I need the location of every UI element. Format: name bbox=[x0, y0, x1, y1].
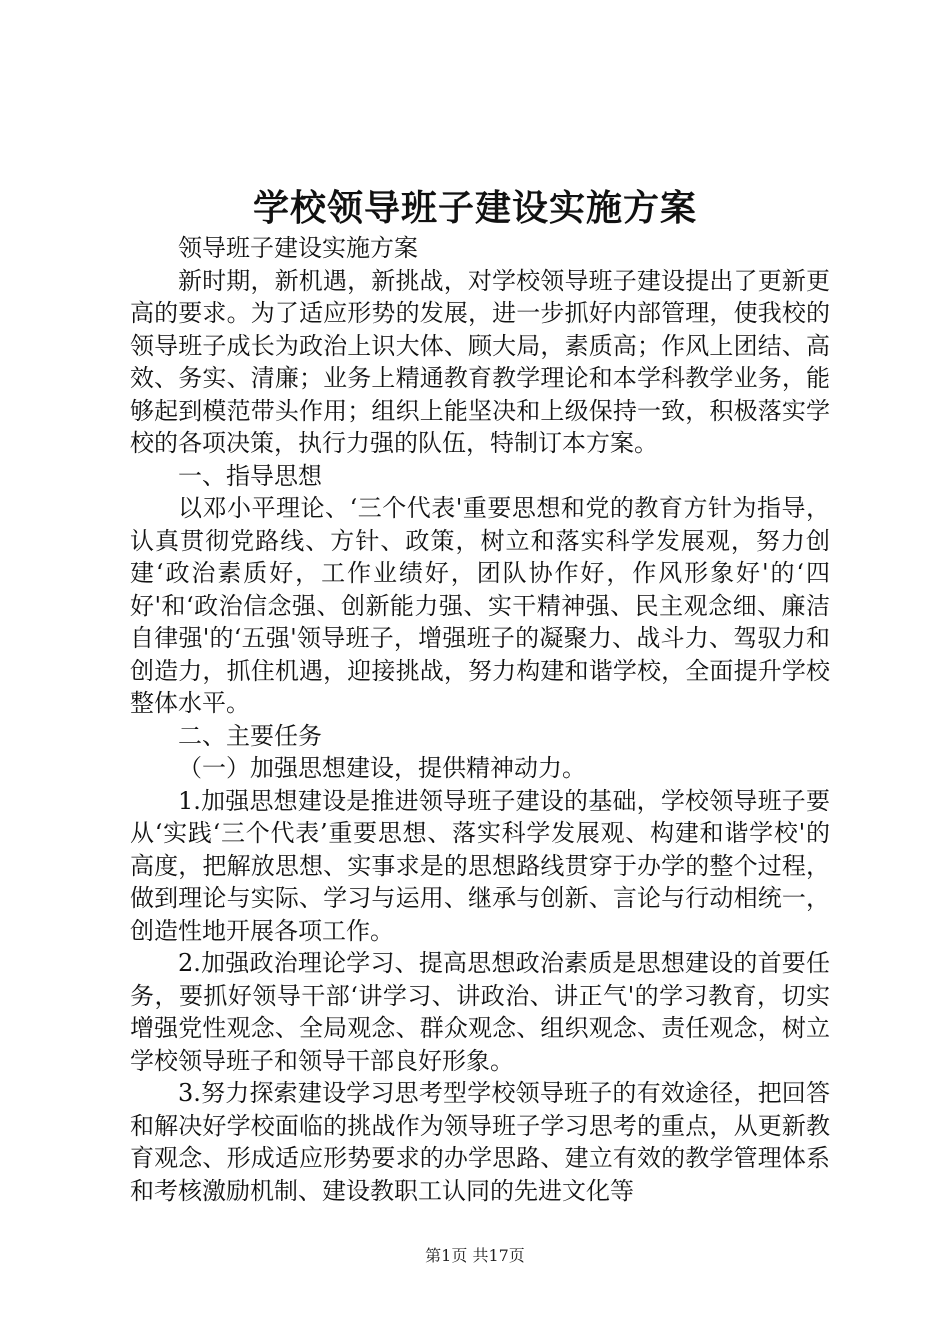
paragraph-item-3: 3.努力探索建设学习思考型学校领导班子的有效途径，把回答和解决好学校面临的挑战作为领导班子学习思考的重点，从更新教育观念、形成适应形势要求的办学思路、建立有效的教学管理体系和考核激励机制、建设教职工认同的先进文化等 bbox=[130, 1079, 830, 1205]
paragraph-item-1: 1.加强思想建设是推进领导班子建设的基础，学校领导班子要从‘实践‘三个代表’重要思想、落实科学发展观、构建和谐学校'的高度，把解放思想、实事求是的思想路线贯穿于办学的整个过程，做到理论与实际、学习与运用、继承与创新、言论与行动相统一，创造性地开展各项工作。 bbox=[130, 786, 830, 945]
page-number-footer: 第1页 共17页 bbox=[425, 1246, 525, 1265]
document-body bbox=[130, 232, 830, 1207]
section-heading-main-tasks: 二、主要任务 bbox=[178, 721, 322, 750]
paragraph-intro: 新时期，新机遇，新挑战，对学校领导班子建设提出了更新更高的要求。为了适应形势的发展，进一步抓好内部管理，使我校的领导班子成长为政治上识大体、顾大局，素质高；作风上团结、高效、务实、清廉；业务上精通教育教学理论和本学科教学业务，能够起到模范带头作用；组织上能坚决和上级保持一致，积极落实学校的各项决策，执行力强的队伍，特制订本方案。 bbox=[130, 266, 830, 457]
paragraph-subtitle: 领导班子建设实施方案 bbox=[178, 234, 418, 262]
document-title: 学校领导班子建设实施方案 bbox=[252, 187, 697, 229]
subsection-heading-ideological-building: （一）加强思想建设，提供精神动力。 bbox=[178, 754, 586, 782]
paragraph-item-2: 2.加强政治理论学习、提高思想政治素质是思想建设的首要任务，要抓好领导干部‘讲学习、讲政治、讲正气'的学习教育，切实增强党性观念、全局观念、群众观念、组织观念、责任观念，树立学校领导班子和领导干部良好形象。 bbox=[130, 949, 830, 1075]
section-heading-guiding-ideology: 一、指导思想 bbox=[178, 461, 322, 490]
paragraph-guiding-ideology: 以邓小平理论、‘三个代表'重要思想和党的教育方针为指导，认真贯彻党路线、方针、政策，树立和落实科学发展观，努力创建‘政治素质好，工作业绩好，团队协作好，作风形象好'的‘四好'和‘政治信念强、创新能力强、实干精神强、民主观念细、廉洁自律强'的‘五强'领导班子，增强班子的凝聚力、战斗力、驾驭力和创造力，抓住机遇，迎接挑战，努力构建和谐学校，全面提升学校整体水平。 bbox=[130, 494, 830, 717]
